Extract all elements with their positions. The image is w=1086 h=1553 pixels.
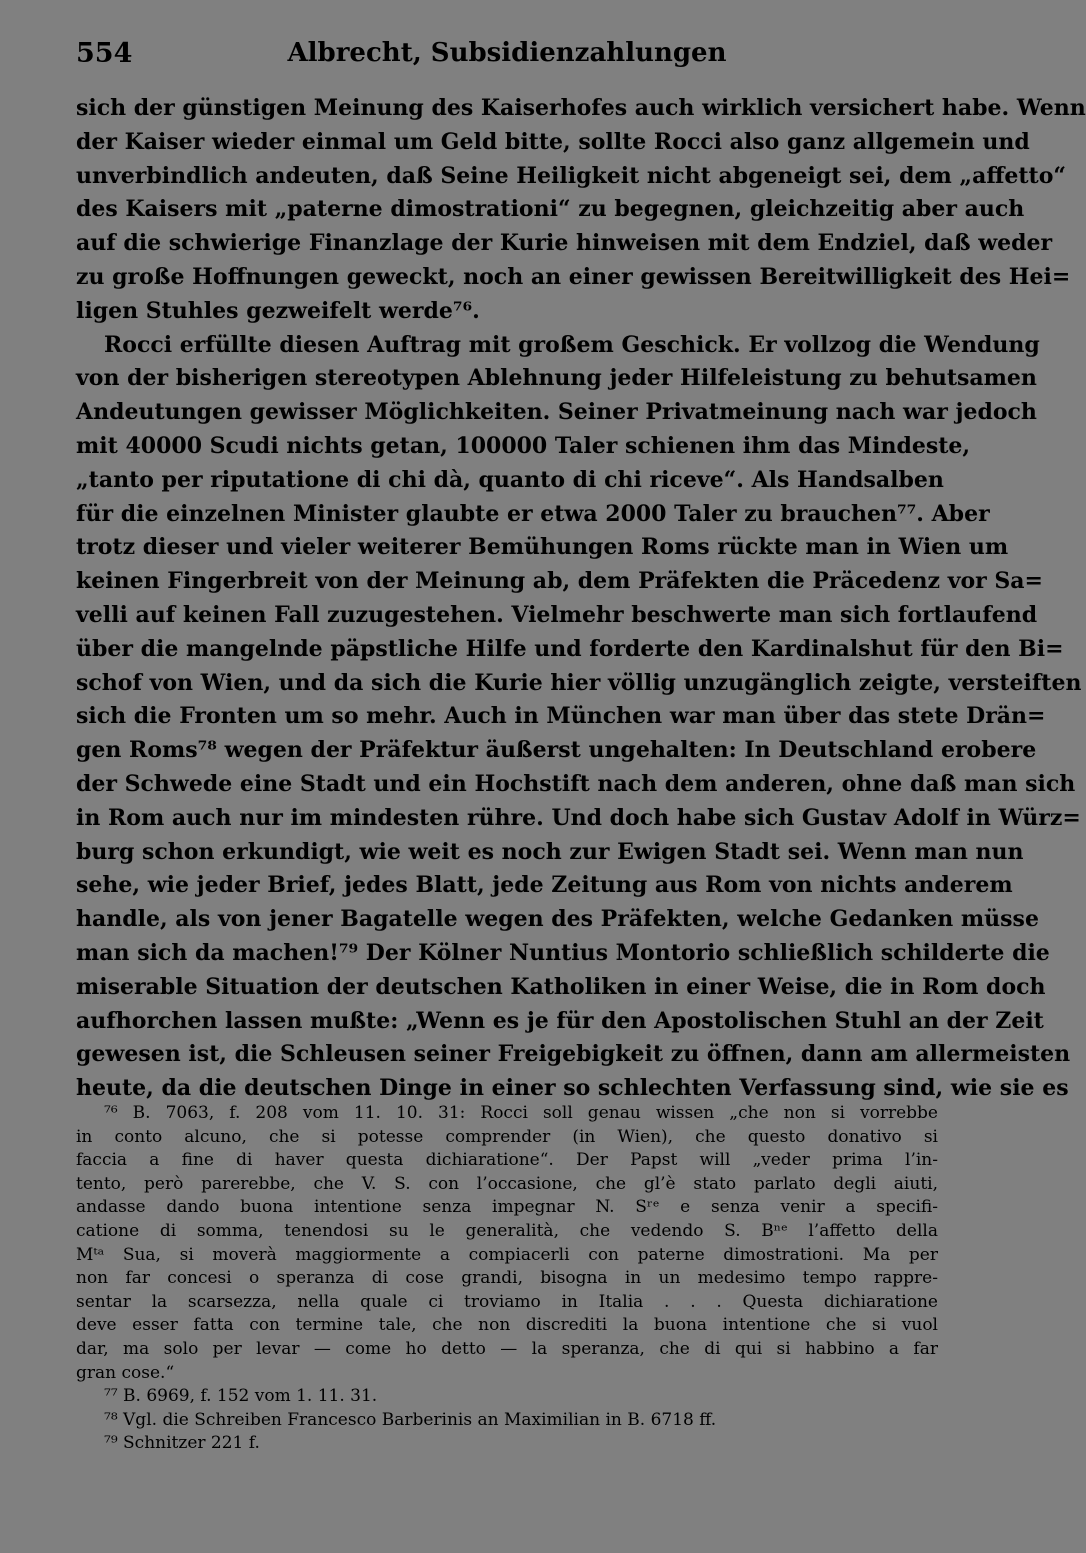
body-line: schof von Wien, und da sich die Kurie hier völlig unzugänglich zeigte, versteiften [76, 669, 1082, 696]
footnote-line: Mᵗᵃ Sua, si moverà maggiormente a compiacerli con paterne dimostrationi. Ma per [76, 1244, 938, 1265]
footnote-line: gran cose.“ [76, 1362, 175, 1383]
body-line: man sich da machen!⁷⁹ Der Kölner Nuntius Montorio schließlich schilderte die [76, 939, 1050, 966]
footnote-line: sentar la scarsezza, nella quale ci troviamo in Italia . . . Questa dichiaratione [76, 1291, 938, 1312]
body-line: sich der günstigen Meinung des Kaiserhofes auch wirklich versichert habe. Wenn [76, 95, 1086, 121]
body-line: ligen Stuhles gezweifelt werde⁷⁶. [76, 297, 480, 324]
body-line: für die einzelnen Minister glaubte er etwa 2000 Taler zu brauchen⁷⁷. Aber [76, 500, 990, 527]
footnote-line: ⁷⁶ B. 7063, f. 208 vom 11. 10. 31: Rocci soll genau wissen „che non si vorrebbe [104, 1103, 938, 1123]
body-line: der Kaiser wieder einmal um Geld bitte, sollte Rocci also ganz allgemein und [76, 128, 1030, 155]
body-line: Andeutungen gewisser Möglichkeiten. Seiner Privatmeinung nach war jedoch [76, 399, 1037, 426]
body-line: des Kaisers mit „paterne dimostrationi“ zu begegnen, gleichzeitig aber auch [76, 196, 1025, 223]
footnote-line: catione di somma, tenendosi su le generalità, che vedendo S. Bⁿᵉ l’affetto della [76, 1220, 938, 1241]
body-line: gewesen ist, die Schleusen seiner Freigebigkeit zu öffnen, dann am allermeisten [76, 1041, 1071, 1068]
body-line: „tanto per riputatione di chi dà, quanto di chi riceve“. Als Handsalben [76, 466, 944, 493]
body-text [76, 92, 1086, 1106]
running-head: Albrecht, Subsidienzahlungen [287, 38, 727, 68]
footnote-line: andasse dando buona intentione senza impegnar N. Sʳᵉ e senza venir a specifi- [76, 1197, 938, 1218]
body-line: gen Roms⁷⁸ wegen der Präfektur äußerst ungehalten: In Deutschland erobere [76, 737, 1037, 764]
body-line: von der bisherigen stereotypen Ablehnung jeder Hilfeleistung zu behutsamen [76, 365, 1037, 392]
footnote-line: ⁷⁹ Schnitzer 221 f. [104, 1433, 260, 1454]
footnote-line: non far concesi o speranza di cose grandi, bisogna in un medesimo tempo rappre- [76, 1268, 938, 1289]
footnote-line: in conto alcuno, che si potesse comprender (in Wien), che questo donativo si [76, 1126, 938, 1147]
page-number: 554 [76, 38, 133, 69]
body-line: Rocci erfüllte diesen Auftrag mit großem Geschick. Er vollzog die Wendung [104, 331, 1040, 358]
body-line: burg schon erkundigt, wie weit es noch zur Ewigen Stadt sei. Wenn man nun [76, 838, 1024, 865]
body-line: miserable Situation der deutschen Katholiken in einer Weise, die in Rom doch [76, 973, 1046, 1000]
footnote-line: deve esser fatta con termine tale, che non discrediti la buona intentione che si vuol [76, 1315, 938, 1336]
body-line: velli auf keinen Fall zuzugestehen. Vielmehr beschwerte man sich fortlaufend [76, 601, 1038, 628]
body-line: keinen Fingerbreit von der Meinung ab, dem Präfekten die Präcedenz vor Sa= [76, 568, 1043, 595]
body-line: sehe, wie jeder Brief, jedes Blatt, jede Zeitung aus Rom von nichts anderem [76, 872, 1013, 899]
body-line: unverbindlich andeuten, daß Seine Heiligkeit nicht abgeneigt sei, dem „affetto“ [76, 162, 1067, 189]
page-header [76, 38, 938, 78]
footnote-line: dar, ma solo per levar — come ho detto — la speranza, che di qui si habbino a far [76, 1338, 938, 1359]
footnote-line: faccia a fine di haver questa dichiaratione“. Der Papst will „veder prima l’in- [76, 1150, 938, 1171]
body-line: über die mangelnde päpstliche Hilfe und forderte den Kardinalshut für den Bi= [76, 635, 1064, 662]
footnote-line: ⁷⁷ B. 6969, f. 152 vom 1. 11. 31. [104, 1386, 378, 1407]
body-line: sich die Fronten um so mehr. Auch in München war man über das stete Drän= [76, 703, 1046, 730]
body-line: auf die schwierige Finanzlage der Kurie hinweisen mit dem Endziel, daß weder [76, 230, 1053, 257]
body-line: zu große Hoffnungen geweckt, noch an einer gewissen Bereitwilligkeit des Hei= [76, 263, 1071, 290]
footnotes [76, 1102, 938, 1456]
body-line: mit 40000 Scudi nichts getan, 100000 Taler schienen ihm das Mindeste, [76, 432, 971, 459]
body-line: der Schwede eine Stadt und ein Hochstift nach dem anderen, ohne daß man sich [76, 770, 1076, 797]
footnote-line: ⁷⁸ Vgl. die Schreiben Francesco Barberinis an Maximilian in B. 6718 ff. [104, 1409, 717, 1430]
body-line: in Rom auch nur im mindesten rühre. Und doch habe sich Gustav Adolf in Würz= [76, 804, 1081, 831]
body-line: heute, da die deutschen Dinge in einer so schlechten Verfassung sind, wie sie es [76, 1075, 1069, 1102]
body-line: aufhorchen lassen mußte: „Wenn es je für den Apostolischen Stuhl an der Zeit [76, 1007, 1044, 1034]
footnote-line: tento, però parerebbe, che V. S. con l’occasione, che gl’è stato parlato degli aiuti, [76, 1173, 938, 1194]
body-line: trotz dieser und vieler weiterer Bemühungen Roms rückte man in Wien um [76, 534, 1009, 561]
body-line: handle, als von jener Bagatelle wegen des Präfekten, welche Gedanken müsse [76, 906, 1039, 933]
